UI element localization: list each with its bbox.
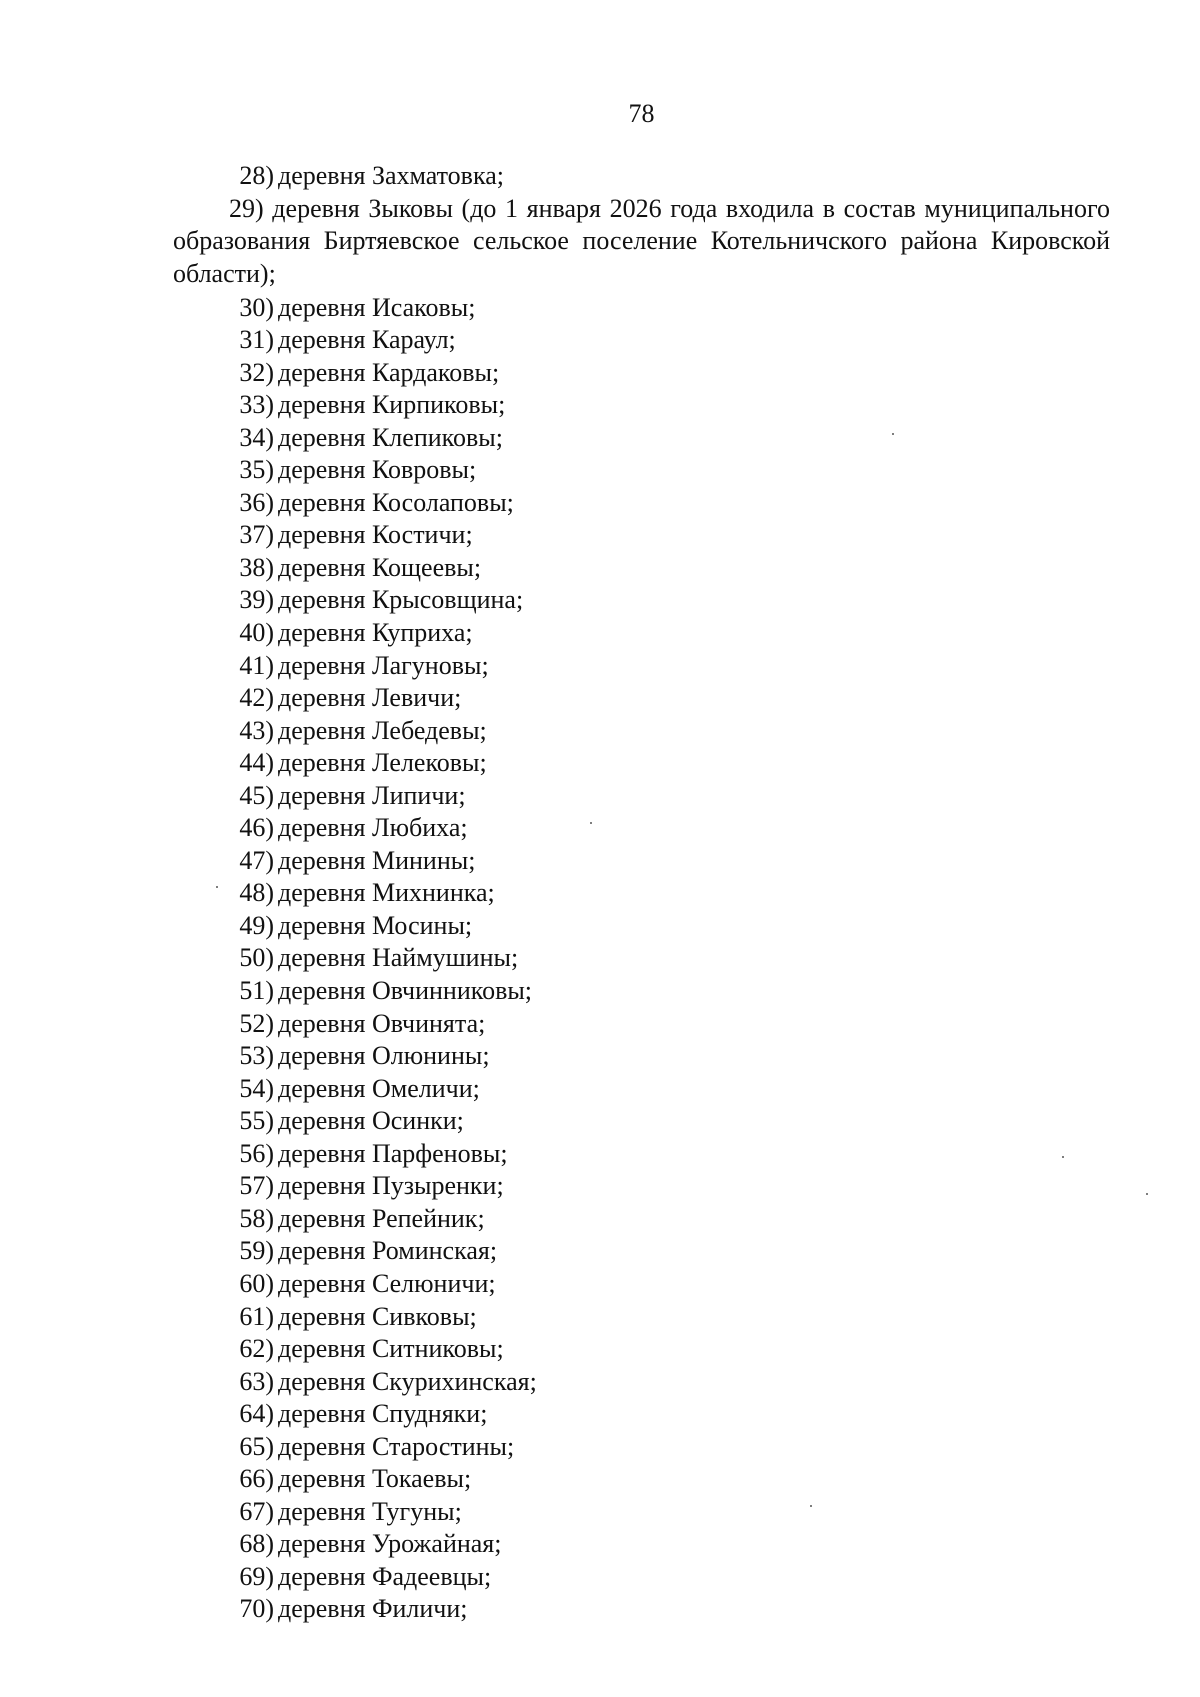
list-item <box>173 1170 1110 1203</box>
scan-speck <box>1146 1193 1148 1195</box>
item-text: деревня Михнинка; <box>278 878 495 908</box>
item-number: 58) <box>239 1203 274 1233</box>
list-item <box>173 519 1110 552</box>
list-item <box>173 942 1110 975</box>
item-text: деревня Ситниковы; <box>278 1334 504 1364</box>
document-body <box>173 160 1110 1626</box>
list-item <box>173 1235 1110 1268</box>
item-text: деревня Исаковы; <box>278 292 476 322</box>
list-item <box>173 1105 1110 1138</box>
item-text: деревня Овчинниковы; <box>278 976 533 1006</box>
item-text: деревня Парфеновы; <box>278 1138 508 1168</box>
scan-speck <box>590 822 592 824</box>
item-number: 34) <box>239 422 274 452</box>
list-item <box>173 1073 1110 1106</box>
item-number: 54) <box>239 1073 274 1103</box>
item-number: 70) <box>239 1594 274 1624</box>
item-text: деревня Ковровы; <box>278 455 477 485</box>
item-number: 31) <box>239 325 274 355</box>
item-text: деревня Кардаковы; <box>278 357 500 387</box>
item-number: 57) <box>239 1171 274 1201</box>
list-item <box>173 160 1110 193</box>
list-item <box>173 812 1110 845</box>
list-item <box>173 487 1110 520</box>
item-text: деревня Старостины; <box>278 1431 515 1461</box>
list-item <box>173 584 1110 617</box>
paragraph-item <box>173 193 1110 291</box>
paragraph-text: деревня Зыковы (до 1 января 2026 года входила в состав муниципального образования Биртяевское сельское поселение Котельничского района Кировской области); <box>173 193 1110 288</box>
item-text: деревня Кощеевы; <box>278 552 482 582</box>
item-number: 56) <box>239 1138 274 1168</box>
list-item <box>173 1333 1110 1366</box>
item-number: 28) <box>239 161 274 190</box>
list-item <box>173 1463 1110 1496</box>
item-number: 44) <box>239 748 274 778</box>
item-text: деревня Караул; <box>278 325 456 355</box>
item-number: 67) <box>239 1496 274 1526</box>
item-number: 51) <box>239 976 274 1006</box>
item-number: 53) <box>239 1041 274 1071</box>
list-item <box>173 780 1110 813</box>
item-text: деревня Омеличи; <box>278 1073 480 1103</box>
item-text: деревня Спудняки; <box>278 1399 488 1429</box>
list-item <box>173 1008 1110 1041</box>
item-number: 46) <box>239 813 274 843</box>
list-item <box>173 389 1110 422</box>
item-text: деревня Фадеевцы; <box>278 1561 492 1591</box>
item-number: 47) <box>239 845 274 875</box>
item-text: деревня Селюничи; <box>278 1268 496 1298</box>
item-text: деревня Лагуновы; <box>278 650 489 680</box>
list-item <box>173 1366 1110 1399</box>
item-number: 38) <box>239 552 274 582</box>
list-item <box>173 292 1110 325</box>
item-number: 33) <box>239 390 274 420</box>
item-number: 40) <box>239 618 274 648</box>
item-text: деревня Тугуны; <box>278 1496 462 1526</box>
list-item <box>173 357 1110 390</box>
list-item <box>173 715 1110 748</box>
item-text: деревня Любиха; <box>278 813 468 843</box>
item-text: деревня Крысовщина; <box>278 585 524 615</box>
item-text: деревня Костичи; <box>278 520 473 550</box>
list-item <box>173 877 1110 910</box>
paragraph-number: 29) <box>229 193 264 223</box>
item-text: деревня Липичи; <box>278 780 466 810</box>
item-number: 65) <box>239 1431 274 1461</box>
scan-speck <box>216 886 218 888</box>
item-text: деревня Пузыренки; <box>278 1171 504 1201</box>
item-number: 30) <box>239 292 274 322</box>
list-item <box>173 1301 1110 1334</box>
list-item <box>173 1593 1110 1626</box>
item-text: деревня Клепиковы; <box>278 422 503 452</box>
list-item <box>173 650 1110 683</box>
village-list <box>173 292 1110 1626</box>
item-number: 52) <box>239 1008 274 1038</box>
scan-speck <box>892 433 894 435</box>
list-item <box>173 747 1110 780</box>
item-text: деревня Лебедевы; <box>278 715 487 745</box>
item-number: 61) <box>239 1301 274 1331</box>
item-number: 49) <box>239 910 274 940</box>
item-number: 39) <box>239 585 274 615</box>
item-text: деревня Захматовка; <box>278 161 504 190</box>
item-number: 45) <box>239 780 274 810</box>
list-item <box>173 1561 1110 1594</box>
item-text: деревня Олюнины; <box>278 1041 490 1071</box>
list-item <box>173 454 1110 487</box>
item-number: 48) <box>239 878 274 908</box>
item-text: деревня Филичи; <box>278 1594 468 1624</box>
item-number: 50) <box>239 943 274 973</box>
item-text: деревня Левичи; <box>278 683 462 713</box>
item-text: деревня Куприха; <box>278 618 473 648</box>
item-number: 41) <box>239 650 274 680</box>
item-text: деревня Минины; <box>278 845 476 875</box>
item-number: 59) <box>239 1236 274 1266</box>
list-item <box>173 1496 1110 1529</box>
item-text: деревня Осинки; <box>278 1106 464 1136</box>
item-text: деревня Кирпиковы; <box>278 390 506 420</box>
item-number: 36) <box>239 487 274 517</box>
page-number: 78 <box>628 99 655 128</box>
item-number: 63) <box>239 1366 274 1396</box>
item-number: 55) <box>239 1106 274 1136</box>
item-number: 35) <box>239 455 274 485</box>
item-number: 68) <box>239 1529 274 1559</box>
item-text: деревня Репейник; <box>278 1203 485 1233</box>
item-number: 37) <box>239 520 274 550</box>
item-text: деревня Роминская; <box>278 1236 498 1266</box>
list-item <box>173 1431 1110 1464</box>
scan-speck <box>810 1505 812 1507</box>
list-item <box>173 1138 1110 1171</box>
list-item <box>173 422 1110 455</box>
list-item <box>173 682 1110 715</box>
list-item <box>173 1398 1110 1431</box>
list-item <box>173 1528 1110 1561</box>
item-number: 69) <box>239 1561 274 1591</box>
item-text: деревня Мосины; <box>278 910 473 940</box>
list-item <box>173 975 1110 1008</box>
item-number: 64) <box>239 1399 274 1429</box>
list-item <box>173 1040 1110 1073</box>
item-number: 42) <box>239 683 274 713</box>
list-item <box>173 552 1110 585</box>
item-number: 66) <box>239 1464 274 1494</box>
item-text: деревня Скурихинская; <box>278 1366 537 1396</box>
item-text: деревня Наймушины; <box>278 943 519 973</box>
list-item <box>173 1268 1110 1301</box>
item-text: деревня Урожайная; <box>278 1529 502 1559</box>
list-item <box>173 845 1110 878</box>
list-item <box>173 324 1110 357</box>
item-text: деревня Сивковы; <box>278 1301 477 1331</box>
list-item <box>173 910 1110 943</box>
item-number: 43) <box>239 715 274 745</box>
item-text: деревня Токаевы; <box>278 1464 472 1494</box>
item-text: деревня Лелековы; <box>278 748 487 778</box>
list-item <box>173 617 1110 650</box>
item-number: 62) <box>239 1334 274 1364</box>
item-number: 60) <box>239 1268 274 1298</box>
scan-speck <box>1062 1156 1064 1158</box>
list-item <box>173 1203 1110 1236</box>
item-number: 32) <box>239 357 274 387</box>
item-text: деревня Косолаповы; <box>278 487 514 517</box>
item-text: деревня Овчинята; <box>278 1008 486 1038</box>
